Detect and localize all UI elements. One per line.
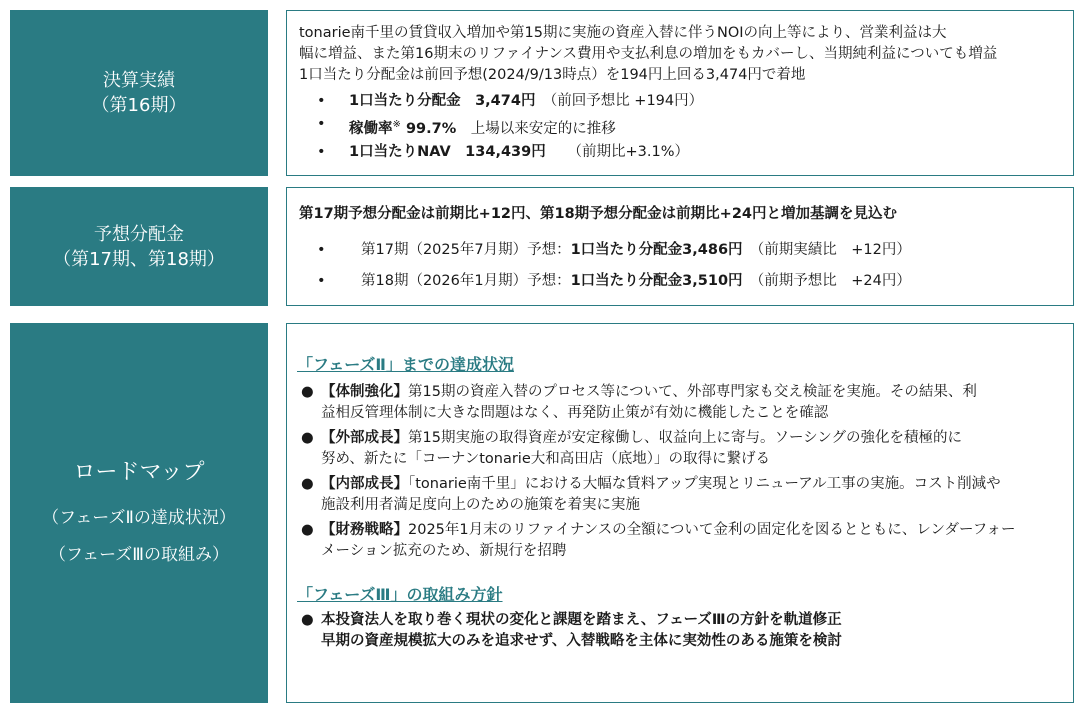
forecast-row-post: （前期予想比 +24円）: [757, 273, 911, 289]
results-label: [10, 10, 268, 176]
roadmap-item: [297, 520, 1061, 562]
results-box: [286, 10, 1074, 176]
results-label-sub: （第16期）: [91, 95, 187, 116]
results-bullet: [299, 141, 1061, 164]
forecast-row-bold: 1口当たり分配金3,510円: [570, 273, 743, 289]
bullet-dot-icon: ●: [301, 612, 314, 628]
item-text: 2025年1月末のリファイナンスの全額について金利の固定化を図るとともに、レンダーフォー: [408, 522, 1016, 538]
item-text: 「tonarie南千里」における大幅な賃料アップ実現とリニューアル工事の実施。コスト削減や: [408, 476, 1001, 492]
bullet-dot-icon: ●: [301, 522, 314, 538]
phase3-heading: 「フェーズⅢ」の取組み方針: [297, 585, 503, 604]
forecast-box: [286, 187, 1074, 306]
forecast-row: [299, 266, 1061, 297]
forecast-label-title: 予想分配金: [94, 223, 184, 245]
roadmap-label-title: ロードマップ: [73, 460, 205, 485]
bullet-icon: •: [317, 116, 326, 132]
results-bullet: [299, 90, 1061, 113]
roadmap-item: [297, 474, 1061, 516]
item-text-cont: メーション拡充のため、新規行を招聘: [321, 543, 567, 559]
bullet-rest: 上場以来安定的に推移: [456, 120, 616, 137]
bullet-icon: •: [317, 143, 326, 160]
bullet-rest: （前期比+3.1%）: [545, 143, 689, 160]
phase2-heading: 「フェーズⅡ」までの達成状況: [297, 355, 514, 374]
item-text: 第15期の資産入替のプロセス等について、外部専門家も交え検証を実施。その結果、利: [408, 384, 977, 400]
phase3-policy: [297, 610, 1061, 652]
results-bullet: [299, 113, 1061, 141]
bullet-icon: •: [317, 93, 326, 109]
bullet-bold: 1口当たり分配金 3,474円: [349, 93, 536, 109]
bullet-icon: •: [317, 242, 326, 258]
roadmap-box: [286, 323, 1074, 703]
item-tag: 【体制強化】: [321, 384, 408, 400]
roadmap-label-sub1: （フェーズⅡの達成状況）: [42, 508, 236, 528]
bullet-bold: 1口当たりNAV 134,439円: [349, 143, 546, 160]
item-tag: 【内部成長】: [321, 476, 408, 492]
footnote-mark: ※: [392, 119, 401, 130]
forecast-headline: 第17期予想分配金は前期比+12円、第18期予想分配金は前期比+24円と増加基調を見込む: [299, 206, 898, 222]
bullet-dot-icon: ●: [301, 476, 314, 492]
roadmap-item: [297, 382, 1061, 424]
item-text: 第15期実施の取得資産が安定稼働し、収益向上に寄与。ソーシングの強化を積極的に: [408, 430, 963, 446]
results-line: 幅に増益、また第16期末のリファイナンス費用や支払利息の増加をもカバーし、当期純利益についても増益: [299, 46, 998, 62]
results-line: 1口当たり分配金は前回予想(2024/9/13時点）を194円上回る3,474円で着地: [299, 67, 806, 83]
bullet-icon: •: [317, 273, 326, 289]
forecast-row-bold: 1口当たり分配金3,486円: [570, 242, 743, 258]
bullet-bold: 稼働率: [349, 120, 393, 137]
roadmap-item: [297, 428, 1061, 470]
item-text-cont: 益相反管理体制に大きな問題はなく、再発防止策が有効に機能したことを確認: [321, 405, 829, 421]
forecast-label: [10, 187, 268, 306]
item-text-cont: 努め、新たに「コーナンtonarie大和高田店（底地）」の取得に繋げる: [321, 451, 770, 467]
results-line: tonarie南千里の賃貸収入増加や第15期に実施の資産入替に伴うNOIの向上等により、営業利益は大: [299, 25, 947, 41]
forecast-row: [299, 235, 1061, 266]
policy-line: 本投資法人を取り巻く現状の変化と課題を踏まえ、フェーズⅢの方針を軌道修正: [321, 612, 842, 628]
policy-line: 早期の資産規模拡大のみを追求せず、入替戦略を主体に実効性のある施策を検討: [321, 633, 842, 649]
item-tag: 【財務戦略】: [321, 522, 408, 538]
item-tag: 【外部成長】: [321, 430, 408, 446]
forecast-row-pre: 第17期（2025年7月期）予想：: [361, 242, 571, 258]
bullet-dot-icon: ●: [301, 384, 314, 400]
forecast-row-post: （前期実績比 +12円）: [757, 242, 911, 258]
forecast-label-sub: （第17期、第18期）: [53, 248, 225, 270]
roadmap-label-sub2: （フェーズⅢの取組み）: [48, 545, 230, 565]
results-label-title: 決算実績: [103, 70, 175, 91]
bullet-dot-icon: ●: [301, 430, 314, 446]
forecast-row-pre: 第18期（2026年1月期）予想：: [361, 273, 571, 289]
bullet-bold: 99.7%: [400, 120, 457, 137]
bullet-rest: （前回予想比 +194円）: [535, 93, 704, 109]
item-text-cont: 施設利用者満足度向上のための施策を着実に実施: [321, 497, 640, 513]
roadmap-label: [10, 323, 268, 703]
